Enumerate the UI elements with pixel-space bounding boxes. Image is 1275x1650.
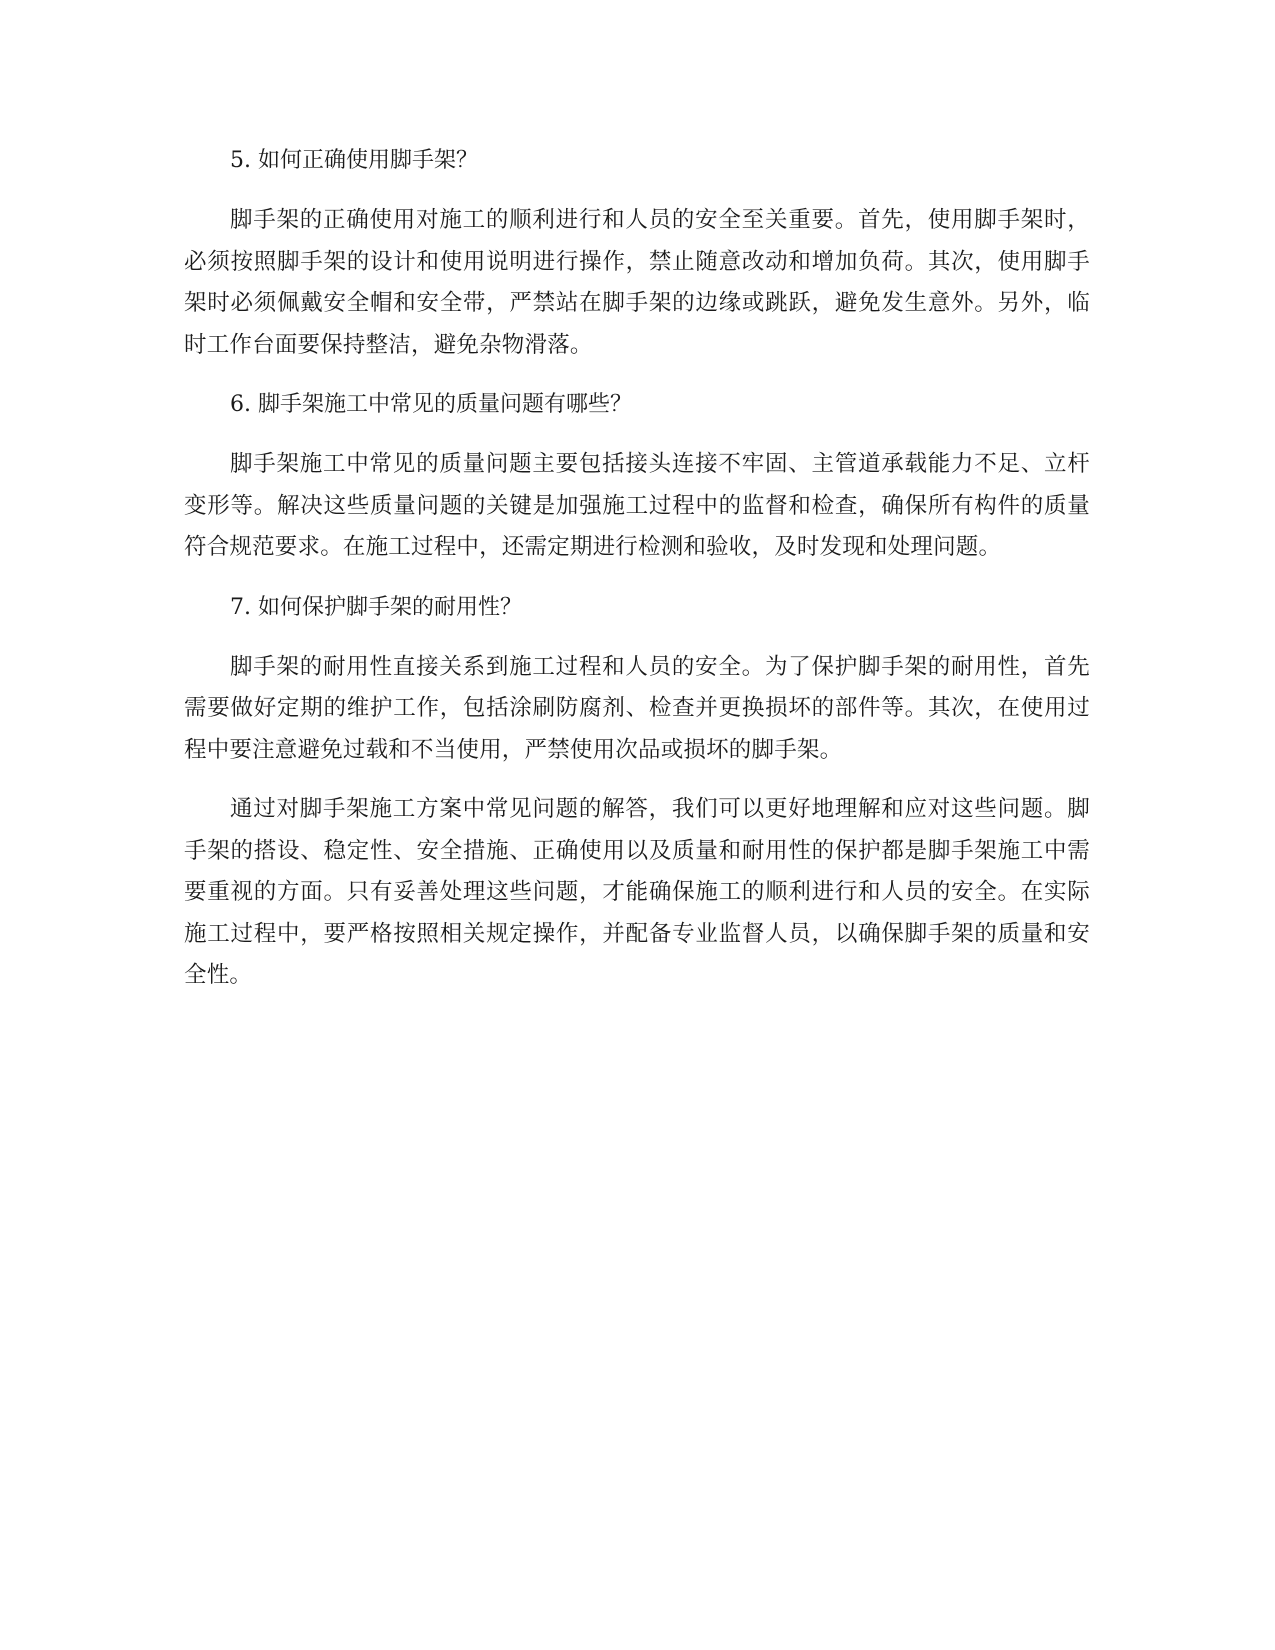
conclusion-paragraph: 通过对脚手架施工方案中常见问题的解答，我们可以更好地理解和应对这些问题。脚手架的搭设、稳定性、安全措施、正确使用以及质量和耐用性的保护都是脚手架施工中需要重视的方面。只有妥善处理这些问题，才能确保施工的顺利进行和人员的安全。在实际施工过程中，要严格按照相关规定操作，并配备专业监督人员，以确保脚手架的质量和安全性。 bbox=[184, 796, 1090, 988]
section-heading-6: 6. 脚手架施工中常见的质量问题有哪些？ bbox=[230, 392, 632, 417]
section-heading-7: 7. 如何保护脚手架的耐用性？ bbox=[230, 594, 522, 620]
section-paragraph-5: 脚手架的正确使用对施工的顺利进行和人员的安全至关重要。首先，使用脚手架时，必须按照脚手架的设计和使用说明进行操作，禁止随意改动和增加负荷。其次，使用脚手架时必须佩戴安全帽和安全带，严禁站在脚手架的边缘或跳跃，避免发生意外。另外，临时工作台面要保持整洁，避免杂物滑落。 bbox=[184, 207, 1090, 358]
section-paragraph-6: 脚手架施工中常见的质量问题主要包括接头连接不牢固、主管道承载能力不足、立杆变形等。解决这些质量问题的关键是加强施工过程中的监督和检查，确保所有构件的质量符合规范要求。在施工过程中，还需定期进行检测和验收，及时发现和处理问题。 bbox=[184, 451, 1090, 560]
section-heading-5: 5. 如何正确使用脚手架？ bbox=[230, 148, 478, 173]
document-page bbox=[184, 140, 1090, 1015]
section-paragraph-7: 脚手架的耐用性直接关系到施工过程和人员的安全。为了保护脚手架的耐用性，首先需要做好定期的维护工作，包括涂刷防腐剂、检查并更换损坏的部件等。其次，在使用过程中要注意避免过载和不当使用，严禁使用次品或损坏的脚手架。 bbox=[184, 653, 1090, 763]
